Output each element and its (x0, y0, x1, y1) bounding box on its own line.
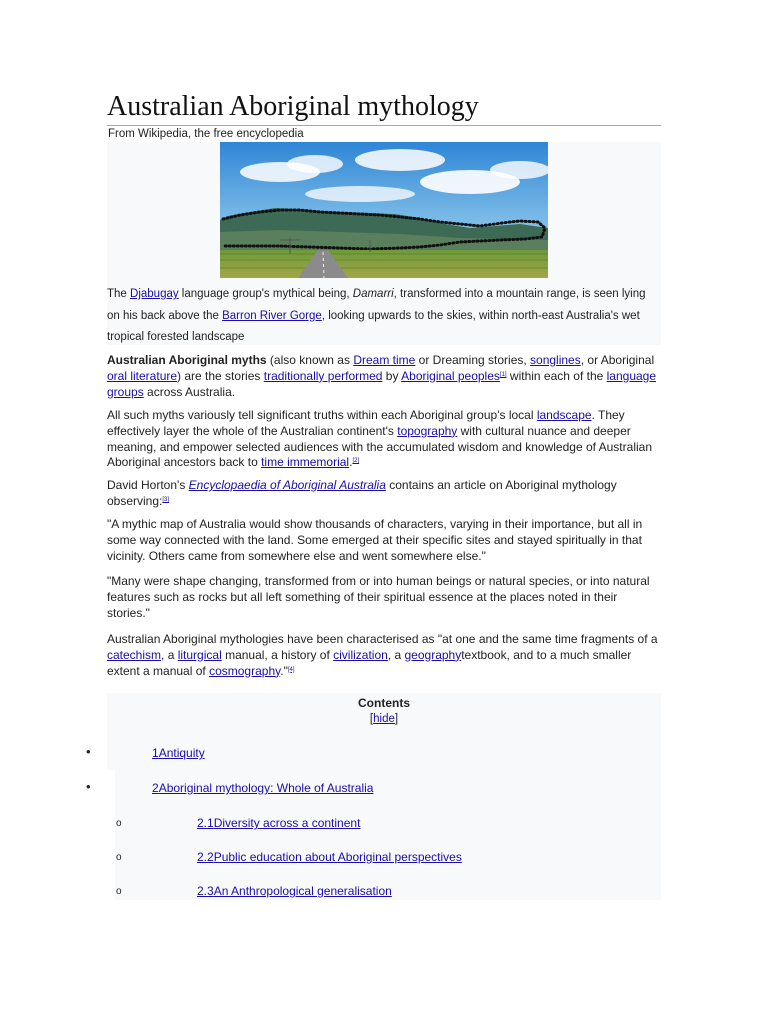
quote-mythic-map: "A mythic map of Australia would show thousands of characters, varying in their importance, but all in some way connected with the land. Some emerged at their specific sites and stayed spiritually in that vicinity. Others came from somewhere else and went somewhere else." (107, 517, 643, 563)
caption-text: The (107, 288, 131, 300)
hollow-bullet-icon: o (116, 886, 122, 897)
toc-label: An Anthropological generalisation (213, 884, 392, 898)
toc-item-anthropological[interactable] (197, 884, 392, 898)
reference-4[interactable]: [4] (287, 666, 295, 673)
quote-shape-changing: "Many were shape changing, transformed from or into human beings or natural species, or into natural features such as rocks but all left something of their spiritual essence at the places noted in their stories." (107, 574, 650, 620)
link-oral-literature[interactable]: oral literature (107, 368, 178, 383)
link-time-immemorial[interactable]: time immemorial (261, 455, 350, 470)
link-catechism[interactable]: catechism (107, 647, 162, 662)
caption-text: language group's mythical being, (178, 288, 353, 300)
link-civilization[interactable]: civilization (333, 647, 388, 662)
caption-italic: Damarri (352, 288, 394, 300)
link-songlines[interactable]: songlines (530, 353, 581, 367)
link-language-groups[interactable]: language groups (107, 368, 657, 399)
bullet-icon: • (86, 779, 91, 794)
link-djabugay[interactable]: Djabugay (130, 288, 179, 300)
caption-text: , transformed into a mountain range, is seen lying on his back above the (107, 288, 646, 322)
toc-hide-control (107, 713, 661, 725)
text: . (349, 455, 353, 470)
toc-number: 2.3 (197, 884, 214, 898)
caption-text: , looking upwards to the skies, within north-east Australia's wet tropical forested landscape (107, 309, 640, 343)
text: within each of the (506, 368, 607, 383)
text: , a (161, 647, 178, 662)
toc-label: Aboriginal mythology: Whole of Australia (158, 781, 374, 795)
text: ." (280, 663, 288, 678)
bracket: ] (394, 713, 399, 725)
link-barron-river-gorge[interactable]: Barron River Gorge (222, 309, 322, 322)
paragraph-characterised (107, 632, 663, 679)
toc-number: 2.2 (197, 850, 214, 864)
toc-margin (107, 770, 115, 900)
reference-2[interactable]: [2] (352, 458, 360, 465)
hollow-bullet-icon: o (116, 852, 122, 863)
text: contains an article on Aboriginal mythology observing: (107, 478, 617, 508)
link-encyclopaedia[interactable]: Encyclopaedia of Aboriginal Australia (188, 478, 386, 492)
toc-item-diversity[interactable] (197, 816, 360, 830)
text: by (382, 368, 402, 383)
toc-hide-button[interactable]: hide (373, 713, 395, 725)
toc-item-public-education[interactable] (197, 850, 462, 864)
text: ) are the stories (177, 368, 264, 383)
paragraph-horton (107, 478, 663, 510)
text: All such myths variously tell significant truths within each Aboriginal group's local (107, 408, 537, 422)
link-topography[interactable]: topography (397, 423, 458, 438)
page-title: Australian Aboriginal mythology (107, 89, 661, 126)
link-cosmography[interactable]: cosmography (209, 663, 281, 678)
toc-number: 2.1 (197, 816, 214, 830)
text: (also known as (266, 353, 354, 367)
text: , a (387, 647, 405, 662)
bullet-icon: • (86, 744, 91, 759)
toc-label: Antiquity (158, 746, 205, 760)
text: across Australia. (143, 384, 236, 399)
text: . They effectively layer the whole of the Australian continent's (107, 408, 625, 438)
link-landscape[interactable]: landscape (536, 408, 592, 422)
reference-3[interactable]: [3] (162, 496, 170, 503)
paragraph-myths (107, 408, 663, 471)
image-caption (107, 284, 655, 349)
mountain-landscape-image[interactable] (220, 142, 548, 278)
text: with cultural nuance and deeper meaning, and empower selected audiences with the accumulated wisdom and knowledge of Australian Aboriginal ancestors back to (107, 423, 652, 470)
infobox (107, 142, 661, 345)
text: David Horton's (107, 478, 189, 492)
toc-label: Diversity across a continent (213, 816, 361, 830)
toc-item-whole-of-australia[interactable] (152, 781, 373, 795)
toc-number: 2 (152, 781, 159, 795)
link-traditionally-performed[interactable]: traditionally performed (263, 368, 383, 383)
link-dream-time[interactable]: Dream time (353, 353, 416, 367)
reference-1[interactable]: [1] (499, 371, 507, 378)
link-aboriginal-peoples[interactable]: Aboriginal peoples (401, 368, 500, 383)
text: Australian Aboriginal mythologies have been characterised as "at one and the same time fragments of a (107, 632, 658, 646)
text: textbook, and to a much smaller extent a manual of (107, 647, 632, 678)
table-of-contents (107, 693, 661, 900)
hollow-bullet-icon: o (116, 818, 122, 829)
paragraph-intro (107, 353, 663, 400)
toc-item-antiquity[interactable] (152, 746, 205, 760)
text: , or Aboriginal (580, 353, 655, 367)
link-geography[interactable]: geography (404, 647, 462, 662)
bold-term: Australian Aboriginal myths (107, 353, 267, 367)
link-liturgical[interactable]: liturgical (177, 647, 222, 662)
toc-label: Public education about Aboriginal perspectives (213, 850, 462, 864)
page-tagline: From Wikipedia, the free encyclopedia (108, 128, 304, 140)
bracket: [ (369, 713, 374, 725)
text: or Dreaming stories, (415, 353, 531, 367)
toc-number: 1 (152, 746, 159, 760)
toc-title: Contents (358, 696, 410, 710)
text: manual, a history of (221, 647, 334, 662)
